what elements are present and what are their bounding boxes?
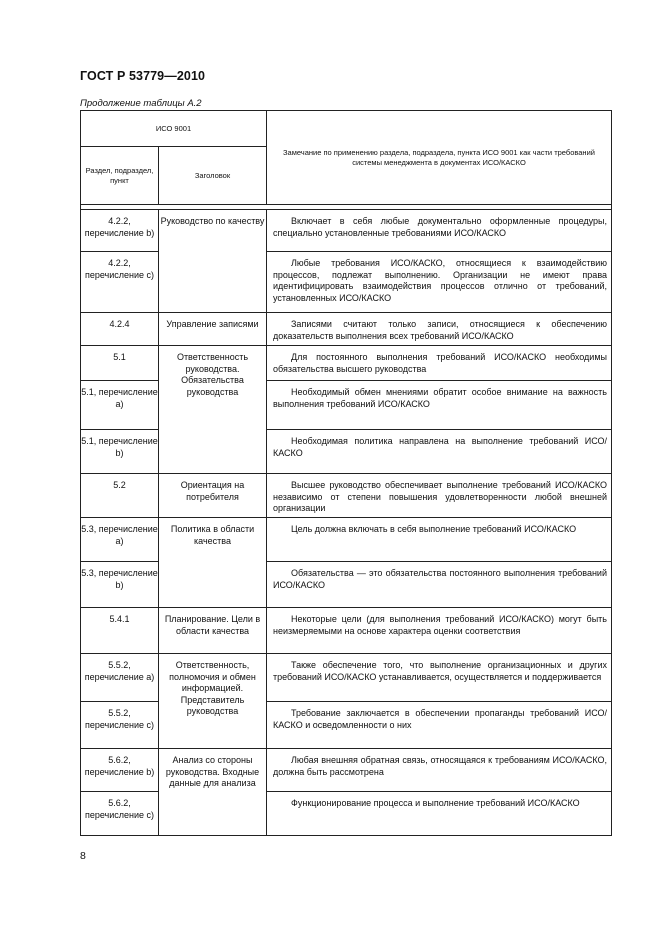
note-cell: Высшее руководство обеспечивает выполнение требований ИСО/КАСКО независимо от степени повышения удовлетворенности любой внешней организации [267, 474, 612, 518]
note-cell: Записями считают только записи, относящиеся к обеспечению доказательств выполнения всех требований ИСО/КАСКО [267, 313, 612, 346]
section-cell: 5.5.2, перечисление c) [81, 702, 159, 749]
section-cell: 4.2.2, перечисление c) [81, 252, 159, 313]
note-cell: Также обеспечение того, что выполнение организационных и других требований ИСО/КАСКО устанавливается, осуществляется и поддерживается [267, 654, 612, 702]
requirements-table [80, 110, 612, 836]
title-cell: Анализ со стороны руководства. Входные данные для анализа [159, 749, 267, 836]
section-cell: 5.6.2, перечисление b) [81, 749, 159, 792]
title-cell: Ответственность руководства. Обязательства руководства [159, 346, 267, 474]
section-cell: 5.3, перечисление b) [81, 562, 159, 608]
table-row [81, 474, 612, 518]
table-row [81, 210, 612, 252]
note-cell: Любые требования ИСО/КАСКО, относящиеся к взаимодействию процессов, подлежат выполнению. Организации не имеют права идентифицировать взаимодействия процессов отлично от требований, установленных ИСО/КАСКО [267, 252, 612, 313]
table-caption: Продолжение таблицы А.2 [80, 98, 202, 109]
table-row [81, 608, 612, 654]
note-cell: Включает в себя любые документально оформленные процедуры, специально установленные требованиями ИСО/КАСКО [267, 210, 612, 252]
note-cell: Для постоянного выполнения требований ИСО/КАСКО необходимы обязательства высшего руководства [267, 346, 612, 381]
title-cell: Ориентация на потребителя [159, 474, 267, 518]
section-cell: 5.4.1 [81, 608, 159, 654]
table-row [81, 654, 612, 702]
table-row [81, 346, 612, 381]
title-cell: Ответственность, полномочия и обмен информацией. Представитель руководства [159, 654, 267, 749]
section-cell: 5.3, перечисление a) [81, 518, 159, 562]
section-cell: 5.1, перечисление a) [81, 381, 159, 430]
title-cell: Планирование. Цели в области качества [159, 608, 267, 654]
section-cell: 5.5.2, перечисление a) [81, 654, 159, 702]
note-cell: Требование заключается в обеспечении пропаганды требований ИСО/КАСКО и осведомленности о них [267, 702, 612, 749]
note-cell: Некоторые цели (для выполнения требований ИСО/КАСКО) могут быть неизмеряемыми на основе характера оценки соответствия [267, 608, 612, 654]
table-row [81, 518, 612, 562]
note-cell: Обязательства — это обязательства постоянного выполнения требований ИСО/КАСКО [267, 562, 612, 608]
title-cell: Управление записями [159, 313, 267, 346]
note-cell: Необходимый обмен мнениями обратит особое внимание на важность выполнения требований ИСО/КАСКО [267, 381, 612, 430]
section-header: Раздел, подраздел, пункт [81, 147, 159, 205]
iso-9001-header: ИСО 9001 [81, 111, 267, 147]
section-cell: 4.2.4 [81, 313, 159, 346]
title-header: Заголовок [159, 147, 267, 205]
note-cell: Необходимая политика направлена на выполнение требований ИСО/КАСКО [267, 430, 612, 474]
title-cell: Политика в области качества [159, 518, 267, 608]
section-cell: 5.1 [81, 346, 159, 381]
section-cell: 5.6.2, перечисление c) [81, 792, 159, 836]
table-row [81, 313, 612, 346]
title-cell: Руководство по качеству [159, 210, 267, 313]
note-cell: Любая внешняя обратная связь, относящаяся к требованиям ИСО/КАСКО, должна быть рассмотрена [267, 749, 612, 792]
remark-header: Замечание по применению раздела, подраздела, пункта ИСО 9001 как части требований системы менеджмента в документах ИСО/КАСКО [267, 111, 612, 205]
section-cell: 5.2 [81, 474, 159, 518]
document-header: ГОСТ Р 53779—2010 [80, 69, 206, 83]
note-cell: Цель должна включать в себя выполнение требований ИСО/КАСКО [267, 518, 612, 562]
note-cell: Функционирование процесса и выполнение требований ИСО/КАСКО [267, 792, 612, 836]
section-cell: 4.2.2, перечисление b) [81, 210, 159, 252]
section-cell: 5.1, перечисление b) [81, 430, 159, 474]
table-row [81, 749, 612, 792]
page-number: 8 [80, 850, 86, 862]
